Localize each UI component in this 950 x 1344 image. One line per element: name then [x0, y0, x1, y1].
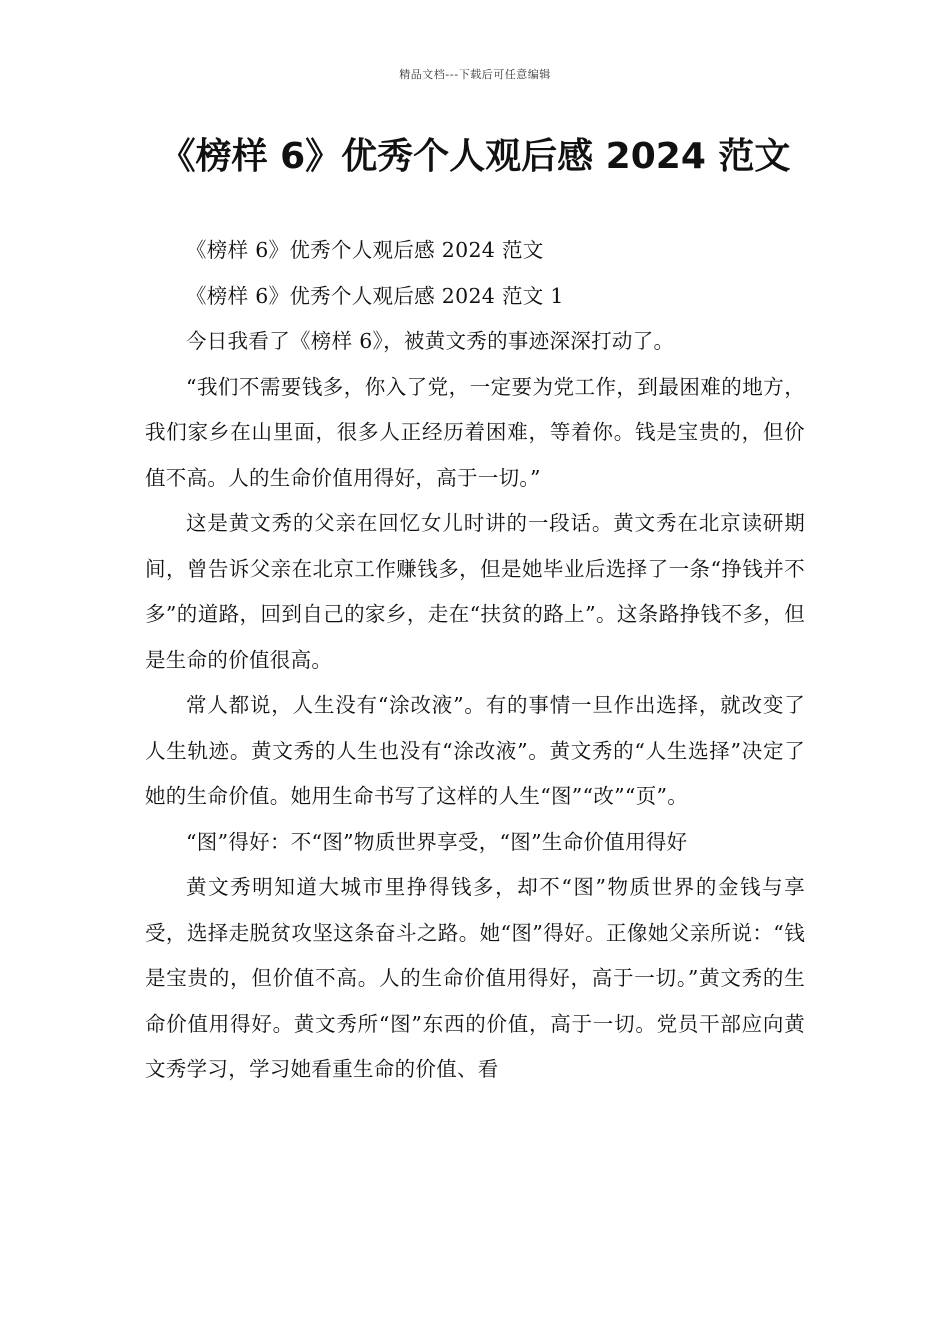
- paragraph: 这是黄文秀的父亲在回忆女儿时讲的一段话。黄文秀在北京读研期间，曾告诉父亲在北京工作赚钱多，但是她毕业后选择了一条“挣钱并不多”的道路，回到自己的家乡，走在“扶贫的路上”。这条路挣钱不多，但是生命的价值很高。: [145, 511, 805, 672]
- document-title: 《榜样 6》优秀个人观后感 2024 范文: [159, 136, 791, 177]
- paragraph: 今日我看了《榜样 6》，被黄文秀的事迹深深打动了。: [186, 329, 675, 353]
- paragraph: 《榜样 6》优秀个人观后感 2024 范文: [186, 238, 544, 262]
- document-body: [145, 228, 805, 1093]
- paragraph: 黄文秀明知道大城市里挣得钱多，却不“图”物质世界的金钱与享受，选择走脱贫攻坚这条奋斗之路。她“图”得好。正像她父亲所说：“钱是宝贵的，但价值不高。人的生命价值用得好，高于一切。”黄文秀的生命价值用得好。黄文秀所“图”东西的价值，高于一切。党员干部应向黄文秀学习，学习她看重生命的价值、看: [145, 875, 805, 1081]
- paragraph: “我们不需要钱多，你入了党，一定要为党工作，到最困难的地方，我们家乡在山里面，很多人正经历着困难，等着你。钱是宝贵的，但价值不高。人的生命价值用得好，高于一切。”: [145, 374, 805, 490]
- paragraph: 常人都说，人生没有“涂改液”。有的事情一旦作出选择，就改变了人生轨迹。黄文秀的人生也没有“涂改液”。黄文秀的“人生选择”决定了她的生命价值。她用生命书写了这样的人生“图”“改”“页”。: [145, 693, 805, 808]
- page-header: 精品文档---下载后可任意编辑: [399, 68, 551, 81]
- paragraph: “图”得好：不“图”物质世界享受，“图”生命价值用得好: [186, 829, 688, 854]
- paragraph: 《榜样 6》优秀个人观后感 2024 范文 1: [186, 283, 564, 308]
